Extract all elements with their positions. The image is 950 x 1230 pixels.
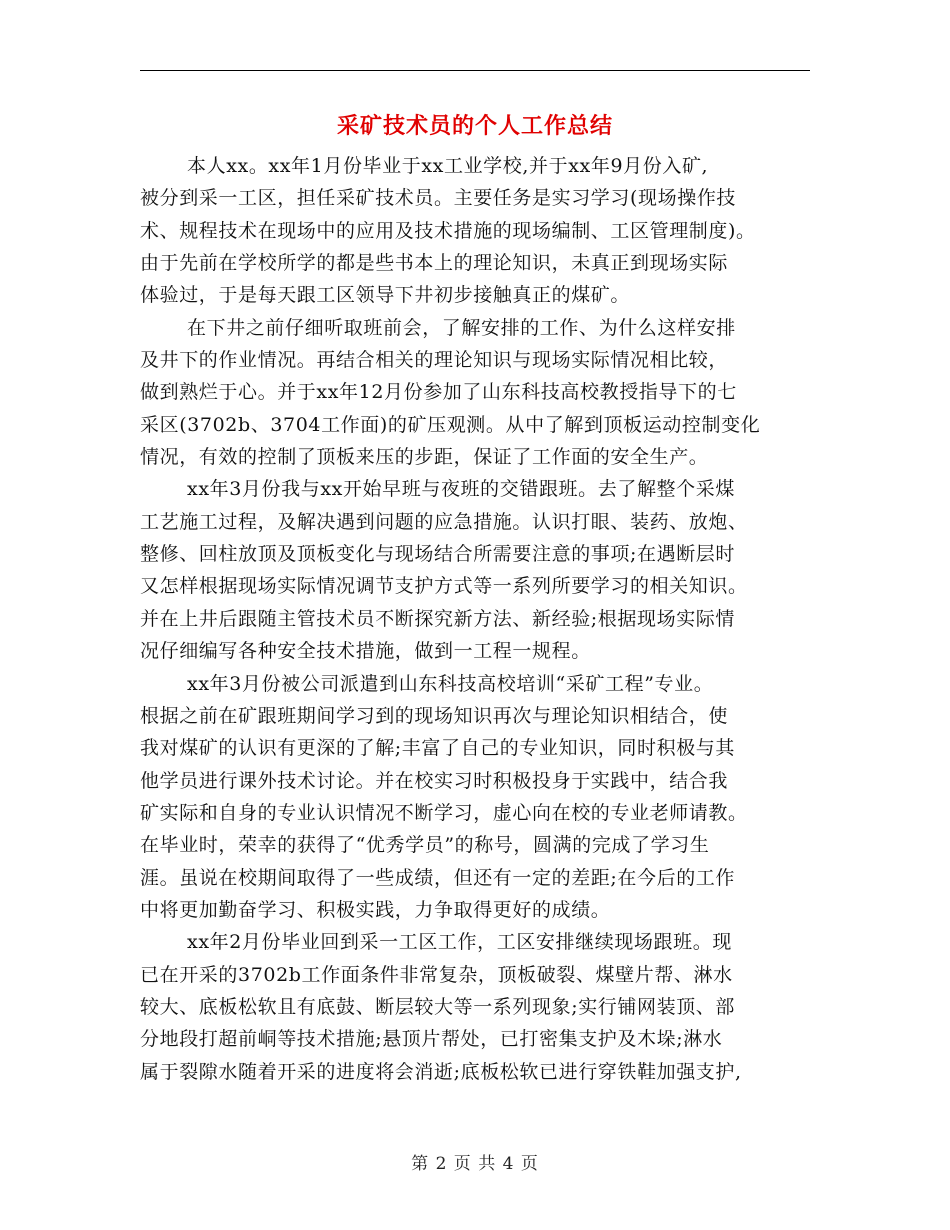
text-line: 术、规程技术在现场中的应用及技术措施的现场编制、工区管理制度)。 [140,219,756,242]
text-line: 在毕业时，荣幸的获得了“优秀学员”的称号，圆满的完成了学习生 [140,834,710,857]
paragraph-first-line: xx年3月份被公司派遣到山东科技高校培训“采矿工程”专业。 [187,672,714,695]
text-line: 做到熟烂于心。并于xx年12月份参加了山东科技高校教授指导下的七 [140,381,737,404]
text-line: 被分到采一工区，担任采矿技术员。主要任务是实习学习(现场操作技 [140,187,737,210]
header-rule [140,70,810,71]
text-line: 整修、回柱放顶及顶板变化与现场结合所需要注意的事项;在遇断层时 [140,543,736,566]
paragraph-first-line: 本人xx。xx年1月份毕业于xx工业学校,并于xx年9月份入矿, [187,155,709,177]
document-body [140,150,820,1088]
document-title: 采矿技术员的个人工作总结 [336,113,613,139]
text-line: 我对煤矿的认识有更深的了解;丰富了自己的专业知识，同时积极与其 [140,737,736,760]
paragraph-first-line: 在下井之前仔细听取班前会，了解安排的工作、为什么这样安排 [187,316,736,339]
text-line: 又怎样根据现场实际情况调节支护方式等一系列所要学习的相关知识。 [140,575,748,598]
paragraph-first-line: xx年2月份毕业回到采一工区工作，工区安排继续现场跟班。现 [187,931,732,954]
text-line: 况仔细编写各种安全技术措施，做到一工程一规程。 [140,640,591,663]
text-line: 情况，有效的控制了顶板来压的步距，保证了工作面的安全生产。 [140,446,709,469]
paragraph-first-line: xx年3月份我与xx开始早班与夜班的交错跟班。去了解整个采煤 [187,478,735,501]
text-line: 属于裂隙水随着开采的进度将会消逝;底板松软已进行穿铁鞋加强支护, [140,1060,742,1083]
text-line: 根据之前在矿跟班期间学习到的现场知识再次与理论知识相结合，使 [140,704,729,727]
text-line: 他学员进行课外技术讨论。并在校实习时积极投身于实践中，结合我 [140,769,729,792]
text-line: 体验过，于是每天跟工区领导下井初步接触真正的煤矿。 [140,284,631,307]
text-line: 较大、底板松软且有底鼓、断层较大等一系列现象;实行铺网装顶、部 [140,995,736,1018]
text-line: 涯。虽说在校期间取得了一些成绩，但还有一定的差距;在今后的工作 [140,866,736,889]
text-line: 由于先前在学校所学的都是些书本上的理论知识，未真正到现场实际 [140,252,729,275]
text-line: 及井下的作业情况。再结合相关的理论知识与现场实际情况相比较， [140,349,729,372]
text-line: 工艺施工过程，及解决遇到问题的应急措施。认识打眼、装药、放炮、 [140,510,748,533]
page-number-footer: 第 2 页 共 4 页 [411,1154,539,1174]
text-line: 中将更加勤奋学习、积极实践，力争取得更好的成绩。 [140,898,611,921]
text-line: 分地段打超前峒等技术措施;悬顶片帮处，已打密集支护及木垛;淋水 [140,1028,723,1051]
text-line: 并在上井后跟随主管技术员不断探究新方法、新经验;根据现场实际情 [140,607,736,630]
text-line: 已在开采的3702b工作面条件非常复杂，顶板破裂、煤壁片帮、淋水 [140,963,733,986]
text-line: 采区(3702b、3704工作面)的矿压观测。从中了解到顶板运动控制变化 [140,413,761,436]
text-line: 矿实际和自身的专业认识情况不断学习，虚心向在校的专业老师请教。 [140,801,748,824]
